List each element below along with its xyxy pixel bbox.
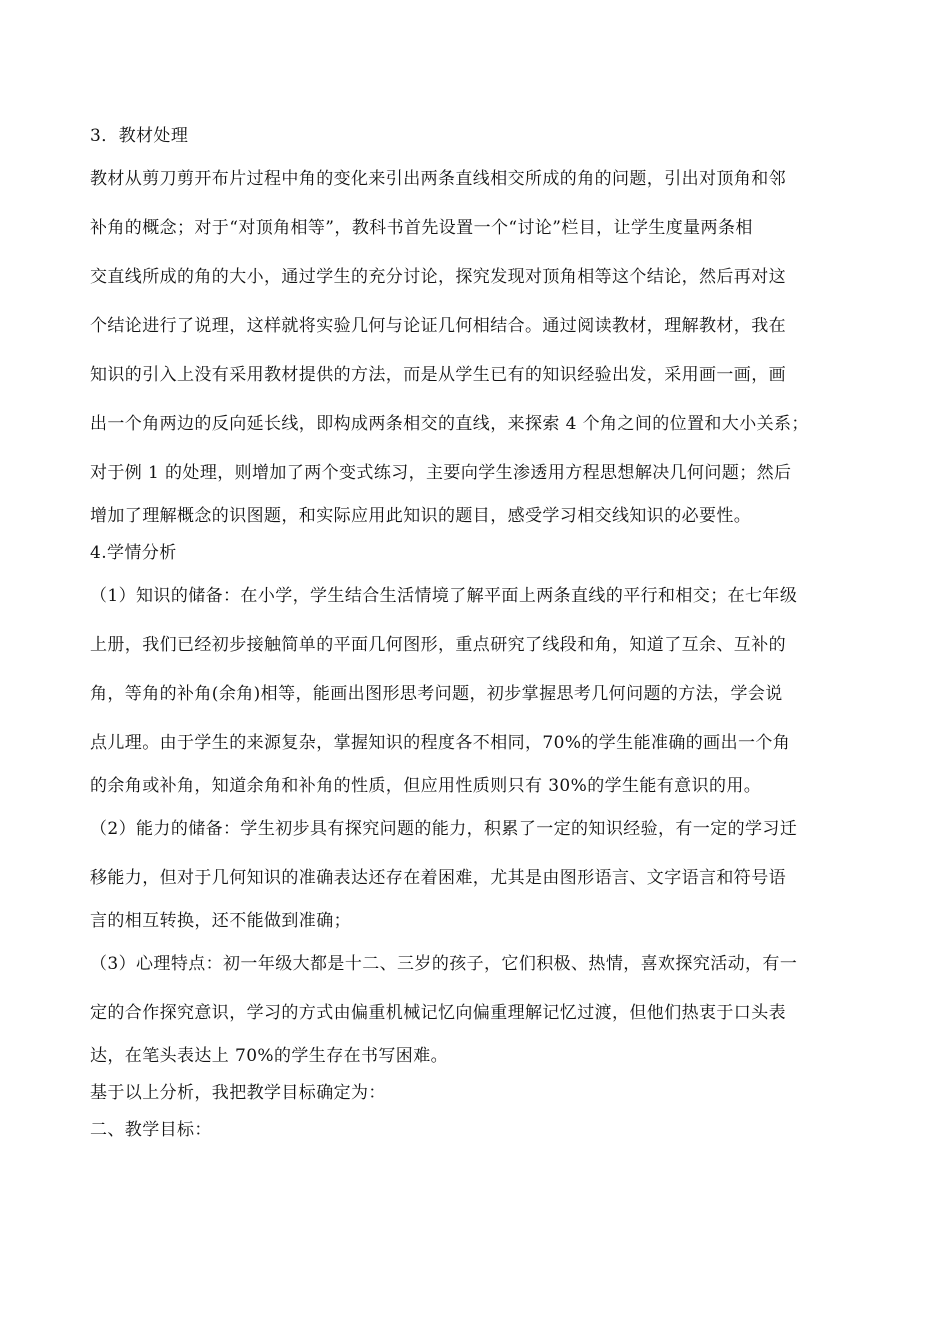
- ability-paragraph: [90, 805, 875, 940]
- paragraph-line: 增加了理解概念的识图题，和实际应用此知识的题目，感受学习相交线知识的必要性。: [90, 506, 752, 526]
- paragraph-line: 补角的概念；对于“对顶角相等”，教科书首先设置一个“讨论”栏目，让学生度量两条相: [90, 218, 753, 238]
- section-3-heading: 3．教材处理: [90, 126, 189, 146]
- paragraph-line: 教材从剪刀剪开布片过程中角的变化来引出两条直线相交所成的角的问题，引出对顶角和邻: [90, 169, 786, 189]
- paragraph-line: （1）知识的储备：在小学，学生结合生活情境了解平面上两条直线的平行和相交；在七年级: [90, 586, 798, 606]
- paragraph-line: 角，等角的补角(余角)相等，能画出图形思考问题，初步掌握思考几何问题的方法，学会说: [90, 684, 783, 704]
- paragraph-line: （3）心理特点：初一年级大都是十二、三岁的孩子，它们积极、热情，喜欢探究活动，有一: [90, 954, 798, 974]
- section-two-heading: 二、教学目标：: [90, 1120, 212, 1140]
- paragraph-line: 个结论进行了说理，这样就将实验几何与论证几何相结合。通过阅读教材，理解教材，我在: [90, 316, 786, 336]
- paragraph-line: 的余角或补角，知道余角和补角的性质，但应用性质则只有 30%的学生能有意识的用。: [90, 776, 762, 796]
- paragraph-line: （2）能力的储备：学生初步具有探究问题的能力，积累了一定的知识经验，有一定的学习迁: [90, 819, 798, 839]
- paragraph-line: 言的相互转换，还不能做到准确；: [90, 911, 351, 931]
- paragraph-line: 移能力，但对于几何知识的准确表达还存在着困难，尤其是由图形语言、文字语言和符号语: [90, 868, 786, 888]
- knowledge-paragraph: [90, 572, 875, 805]
- paragraph-line: 交直线所成的角的大小，通过学生的充分讨论，探究发现对顶角相等这个结论，然后再对这: [90, 267, 786, 287]
- paragraph-line: 定的合作探究意识，学习的方式由偏重机械记忆向偏重理解记忆过渡，但他们热衷于口头表: [90, 1003, 786, 1023]
- paragraph-line: 出一个角两边的反向延长线，即构成两条相交的直线，来探索 4 个角之间的位置和大小关系；: [90, 414, 809, 434]
- paragraph-line: 达，在笔头表达上 70%的学生存在书写困难。: [90, 1046, 448, 1066]
- document-body: [90, 118, 875, 1149]
- section-3-paragraph: [90, 155, 875, 535]
- paragraph-line: 点儿理。由于学生的来源复杂，掌握知识的程度各不相同，70%的学生能准确的画出一个角: [90, 733, 791, 753]
- paragraph-line: 上册，我们已经初步接触简单的平面几何图形，重点研究了线段和角，知道了互余、互补的: [90, 635, 786, 655]
- paragraph-line: 知识的引入上没有采用教材提供的方法，而是从学生已有的知识经验出发，采用画一画，画: [90, 365, 786, 385]
- psychology-paragraph: [90, 940, 875, 1075]
- paragraph-line: 对于例 1 的处理，则增加了两个变式练习，主要向学生渗透用方程思想解决几何问题；然后: [90, 463, 792, 483]
- section-4-heading: 4.学情分析: [90, 543, 177, 563]
- conclusion-line: 基于以上分析，我把教学目标确定为：: [90, 1083, 386, 1103]
